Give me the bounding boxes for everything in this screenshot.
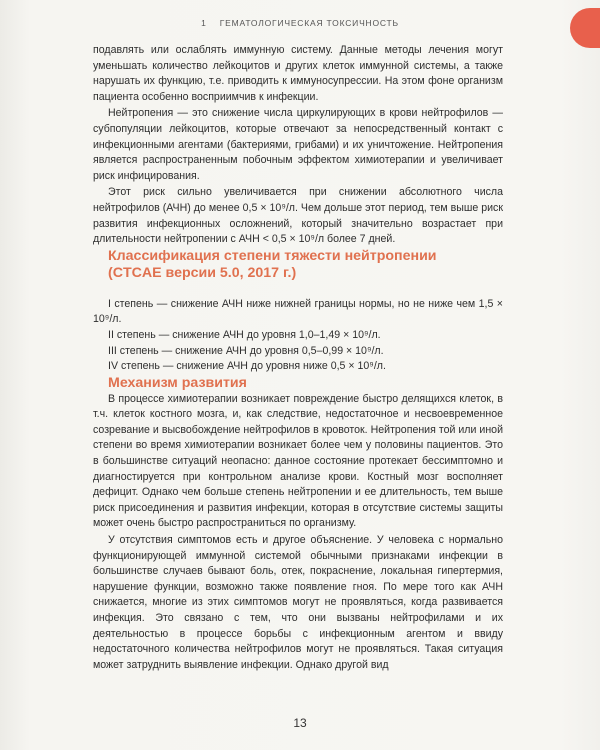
intro-paragraph-2: Нейтропения — это снижение числа циркулирующих в крови нейтрофилов — субпопуляции лейкоцитов, которые отвечают за непосредственный контакт с инфекционными агентами (бактериями, грибами) и их уничтожение. Нейтропения является распространенным побочным эффектом химиотерапии и увеличивает риск инфицирования. — [93, 107, 503, 182]
running-head — [0, 18, 600, 28]
grade-item: II степень — снижение АЧН до уровня 1,0–1,49 × 10⁹/л. — [108, 328, 381, 341]
chapter-title: ГЕМАТОЛОГИЧЕСКАЯ ТОКСИЧНОСТЬ — [219, 18, 399, 28]
chapter-tab-marker — [570, 8, 600, 48]
chapter-number: 1 — [201, 18, 207, 28]
grade-item: III степень — снижение АЧН до уровня 0,5–0,99 × 10⁹/л. — [108, 344, 384, 357]
classification-heading — [93, 248, 503, 282]
grade-item: IV степень — снижение АЧН до уровня ниже 0,5 × 10⁹/л. — [108, 360, 386, 373]
classification-heading-line-2: (CTCAE версии 5.0, 2017 г.) — [108, 264, 297, 281]
grade-list — [93, 297, 503, 375]
classification-heading-line-1: Классификация степени тяжести нейтропении — [108, 247, 437, 264]
mechanism-paragraph-2: У отсутствия симптомов есть и другое объяснение. У человека с нормально функционирующей иммунной системой обычными признаками инфекции в большинстве случаев бывают боль, отек, покраснение, локальная гипертермия, нарушение функции, возможно также появление гноя. По мере того как АЧН снижается, многие из этих симптомов могут не проявляться, когда развивается инфекция. Это связано с тем, что они вызваны нейтрофилами и их деятельностью в процессе борьбы с инфекционным агентом и ввиду недостаточного количества нейтрофилов могут не проявляться. Такая ситуация может затруднить выявление инфекции. Однако другой вид — [93, 534, 503, 671]
mechanism-paragraph-1: В процессе химиотерапии возникает повреждение быстро делящихся клеток, в т.ч. клеток костного мозга, и, как следствие, недостаточное и несвоевременное созревание и высвобождение нейтрофилов в кровоток. Нейтропения той или иной степени во время химиотерапии возникает более чем у половины пациентов. Это в большинстве ситуаций неопасно: данное состояние протекает бессимптомно и диагностируется при контрольном анализе крови. Костный мозг восполняет дефицит. Однако чем больше степень нейтропении и ее длительность, тем выше риск присоединения и развития инфекции, которая в отсутствие системы защиты может очень быстро распространиться по организму. — [93, 392, 503, 530]
page-number: 13 — [293, 716, 307, 730]
intro-paragraph-1: подавлять или ослаблять иммунную систему. Данные методы лечения могут уменьшать количество лейкоцитов и других клеток иммунной системы, а также нарушать их функцию, т.е. приводить к иммуносупрессии. На этом фоне организм пациента особенно восприимчив к инфекции. — [93, 44, 503, 103]
grade-item: I степень — снижение АЧН ниже нижней границы нормы, но не ниже чем 1,5 × 10⁹/л. — [93, 297, 503, 326]
intro-paragraph-3: Этот риск сильно увеличивается при снижении абсолютного числа нейтрофилов (АЧН) до менее 0,5 × 10⁹/л. Чем дольше этот период, тем выше риск развития инфекционных осложнений, который значительно возрастает при длительности нейтропении с АЧН < 0,5 × 10⁹/л более 7 дней. — [93, 186, 503, 246]
mechanism-heading: Механизм развития — [108, 374, 247, 391]
page-content — [93, 43, 503, 673]
